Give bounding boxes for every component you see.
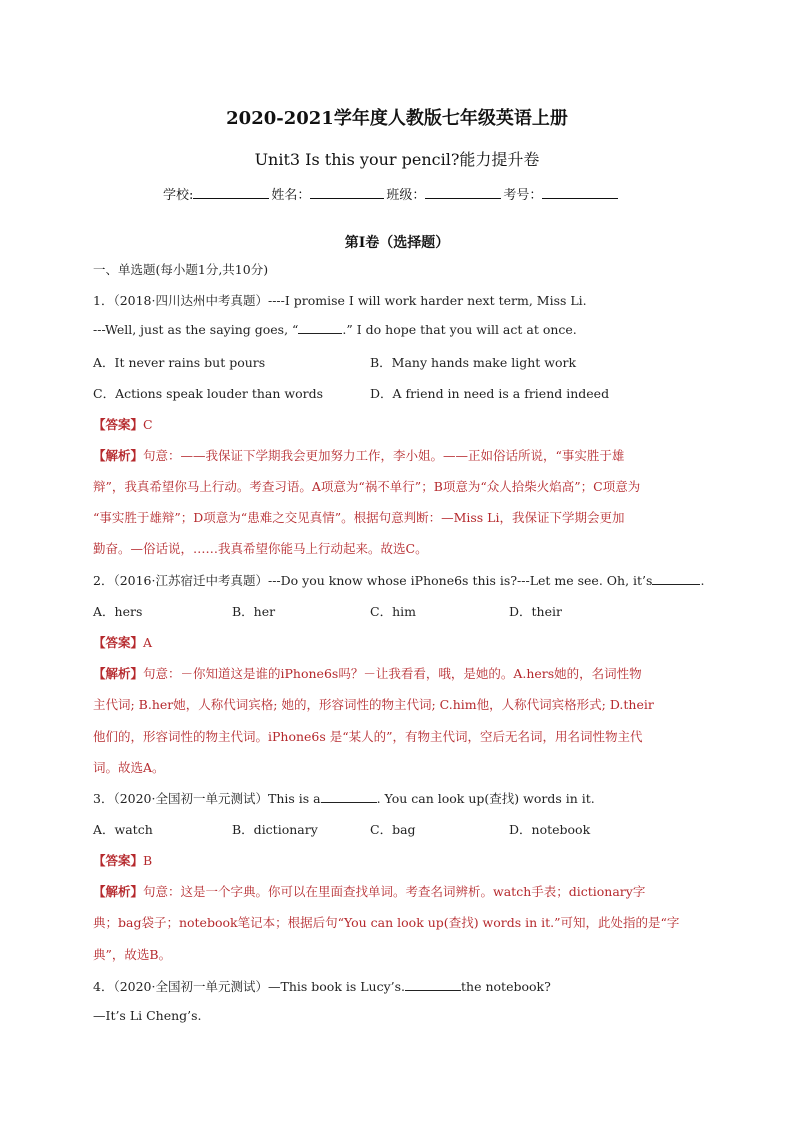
q2-analysis-line2: 主代词; B.her她，人称代词宾格; 她的，形容词性的物主代词; C.him他，人称代词宾格形式; D.their [93, 697, 654, 712]
q3-stem-pre: 3．（2020·全国初一单元测试）This is a [93, 791, 321, 806]
q3-answer [93, 851, 152, 869]
q1-answer [93, 415, 153, 433]
q3-option-c: C．bag [370, 822, 416, 837]
number-label: 考号： [503, 188, 543, 203]
q2-analysis-line4: 词。故选A。 [93, 760, 165, 775]
q4-blank [405, 979, 461, 991]
number-blank [542, 186, 618, 199]
q2-blank [652, 573, 700, 585]
q2-answer-tag: 【答案】 [93, 635, 144, 650]
q1-analysis-line1 [93, 446, 624, 464]
q3-option-a: A．watch [93, 822, 153, 837]
q1-analysis-line4: 勤奋。—俗话说，……我真希望你能马上行动起来。故选C。 [93, 541, 428, 556]
q2-option-a: A．hers [93, 604, 143, 619]
q1-option-c: C．Actions speak louder than words [93, 386, 323, 401]
q3-blank [321, 791, 377, 803]
q1-answer-tag: 【答案】 [93, 417, 144, 432]
q2-analysis-tag: 【解析】 [93, 666, 144, 681]
q3-analysis-text1: 句意：这是一个字典。你可以在里面查找单词。考查名词辨析。watch手表；dictionary字 [143, 884, 646, 899]
q3-answer-value: B [143, 853, 153, 868]
q1-line2 [93, 322, 577, 337]
q1-line2-post: .” I do hope that you will act at once. [342, 322, 577, 337]
q4-stem-pre: 4．（2020·全国初一单元测试）—This book is Lucy’s. [93, 979, 406, 994]
q3-analysis-tag: 【解析】 [93, 884, 144, 899]
class-blank [425, 186, 501, 199]
name-blank [310, 186, 384, 199]
q4-stem-post: the notebook? [461, 979, 551, 994]
q2-answer-value: A [143, 635, 153, 650]
q3-analysis-line3: 典”，故选B。 [93, 947, 172, 962]
q1-option-b: B．Many hands make light work [370, 355, 577, 370]
q1-analysis-line3: “事实胜于雄辩”；D项意为“患难之交见真情”。根据句意判断：—Miss Li，我保证下学期会更加 [93, 510, 625, 525]
q1-analysis-text1: 句意：——我保证下学期我会更加努力工作，李小姐。——正如俗话所说，“事实胜于雄 [143, 448, 625, 463]
q1-blank [298, 322, 342, 334]
name-label: 姓名： [271, 188, 311, 203]
q3-stem-post: . You can look up(查找) words in it. [376, 791, 595, 806]
volume-heading: 第I卷（选择题） [344, 235, 450, 251]
q3-stem [93, 789, 595, 807]
q3-option-d: D．notebook [509, 822, 591, 837]
q3-analysis-line1 [93, 882, 645, 900]
student-info-line [163, 184, 620, 203]
q2-option-c: C．him [370, 604, 416, 619]
q1-option-a: A．It never rains but pours [93, 355, 266, 370]
q1-analysis-tag: 【解析】 [93, 448, 144, 463]
q4-stem [93, 977, 551, 995]
class-label: 班级： [386, 188, 426, 203]
q1-option-d: D．A friend in need is a friend indeed [370, 386, 610, 401]
q2-answer [93, 633, 152, 651]
q2-option-d: D．their [509, 604, 562, 619]
q2-stem [93, 571, 704, 589]
q1-answer-value: C [143, 417, 153, 432]
section-heading: 一、单选题(每小题1分,共10分) [93, 262, 269, 277]
q3-analysis-line2: 典；bag袋子；notebook笔记本；根据后句“You can look up(查找) words in it.”可知，此处指的是“字 [93, 915, 680, 930]
q2-analysis-text1: 句意：－你知道这是谁的iPhone6s吗？－让我看看，哦，是她的。A.hers她的，名词性物 [143, 666, 642, 681]
school-label: 学校: [163, 188, 194, 203]
q2-analysis-line1 [93, 664, 642, 682]
page-subtitle: Unit3 Is this your pencil?能力提升卷 [254, 150, 540, 169]
q2-stem-pre: 2．（2016·江苏宿迁中考真题）---Do you know whose iPhone6s this is?---Let me see. Oh, it’s [93, 573, 653, 588]
q1-analysis-line2: 辩”，我真希望你马上行动。考查习语。A项意为“祸不单行”；B项意为“众人拾柴火焰高”；C项意为 [93, 479, 641, 494]
q3-option-b: B．dictionary [232, 822, 318, 837]
q1-stem: 1．（2018·四川达州中考真题）----I promise I will work harder next term, Miss Li. [93, 293, 587, 308]
q2-option-b: B．her [232, 604, 276, 619]
q2-stem-post: . [700, 573, 705, 588]
q4-line2: —It’s Li Cheng’s. [93, 1008, 202, 1023]
page-title: 2020-2021学年度人教版七年级英语上册 [226, 108, 568, 129]
school-blank [193, 186, 269, 199]
q2-analysis-line3: 他们的，形容词性的物主代词。iPhone6s 是“某人的”，有物主代词，空后无名词，用名词性物主代 [93, 729, 643, 744]
q1-line2-pre: ---Well, just as the saying goes, “ [93, 322, 299, 337]
q3-answer-tag: 【答案】 [93, 853, 144, 868]
